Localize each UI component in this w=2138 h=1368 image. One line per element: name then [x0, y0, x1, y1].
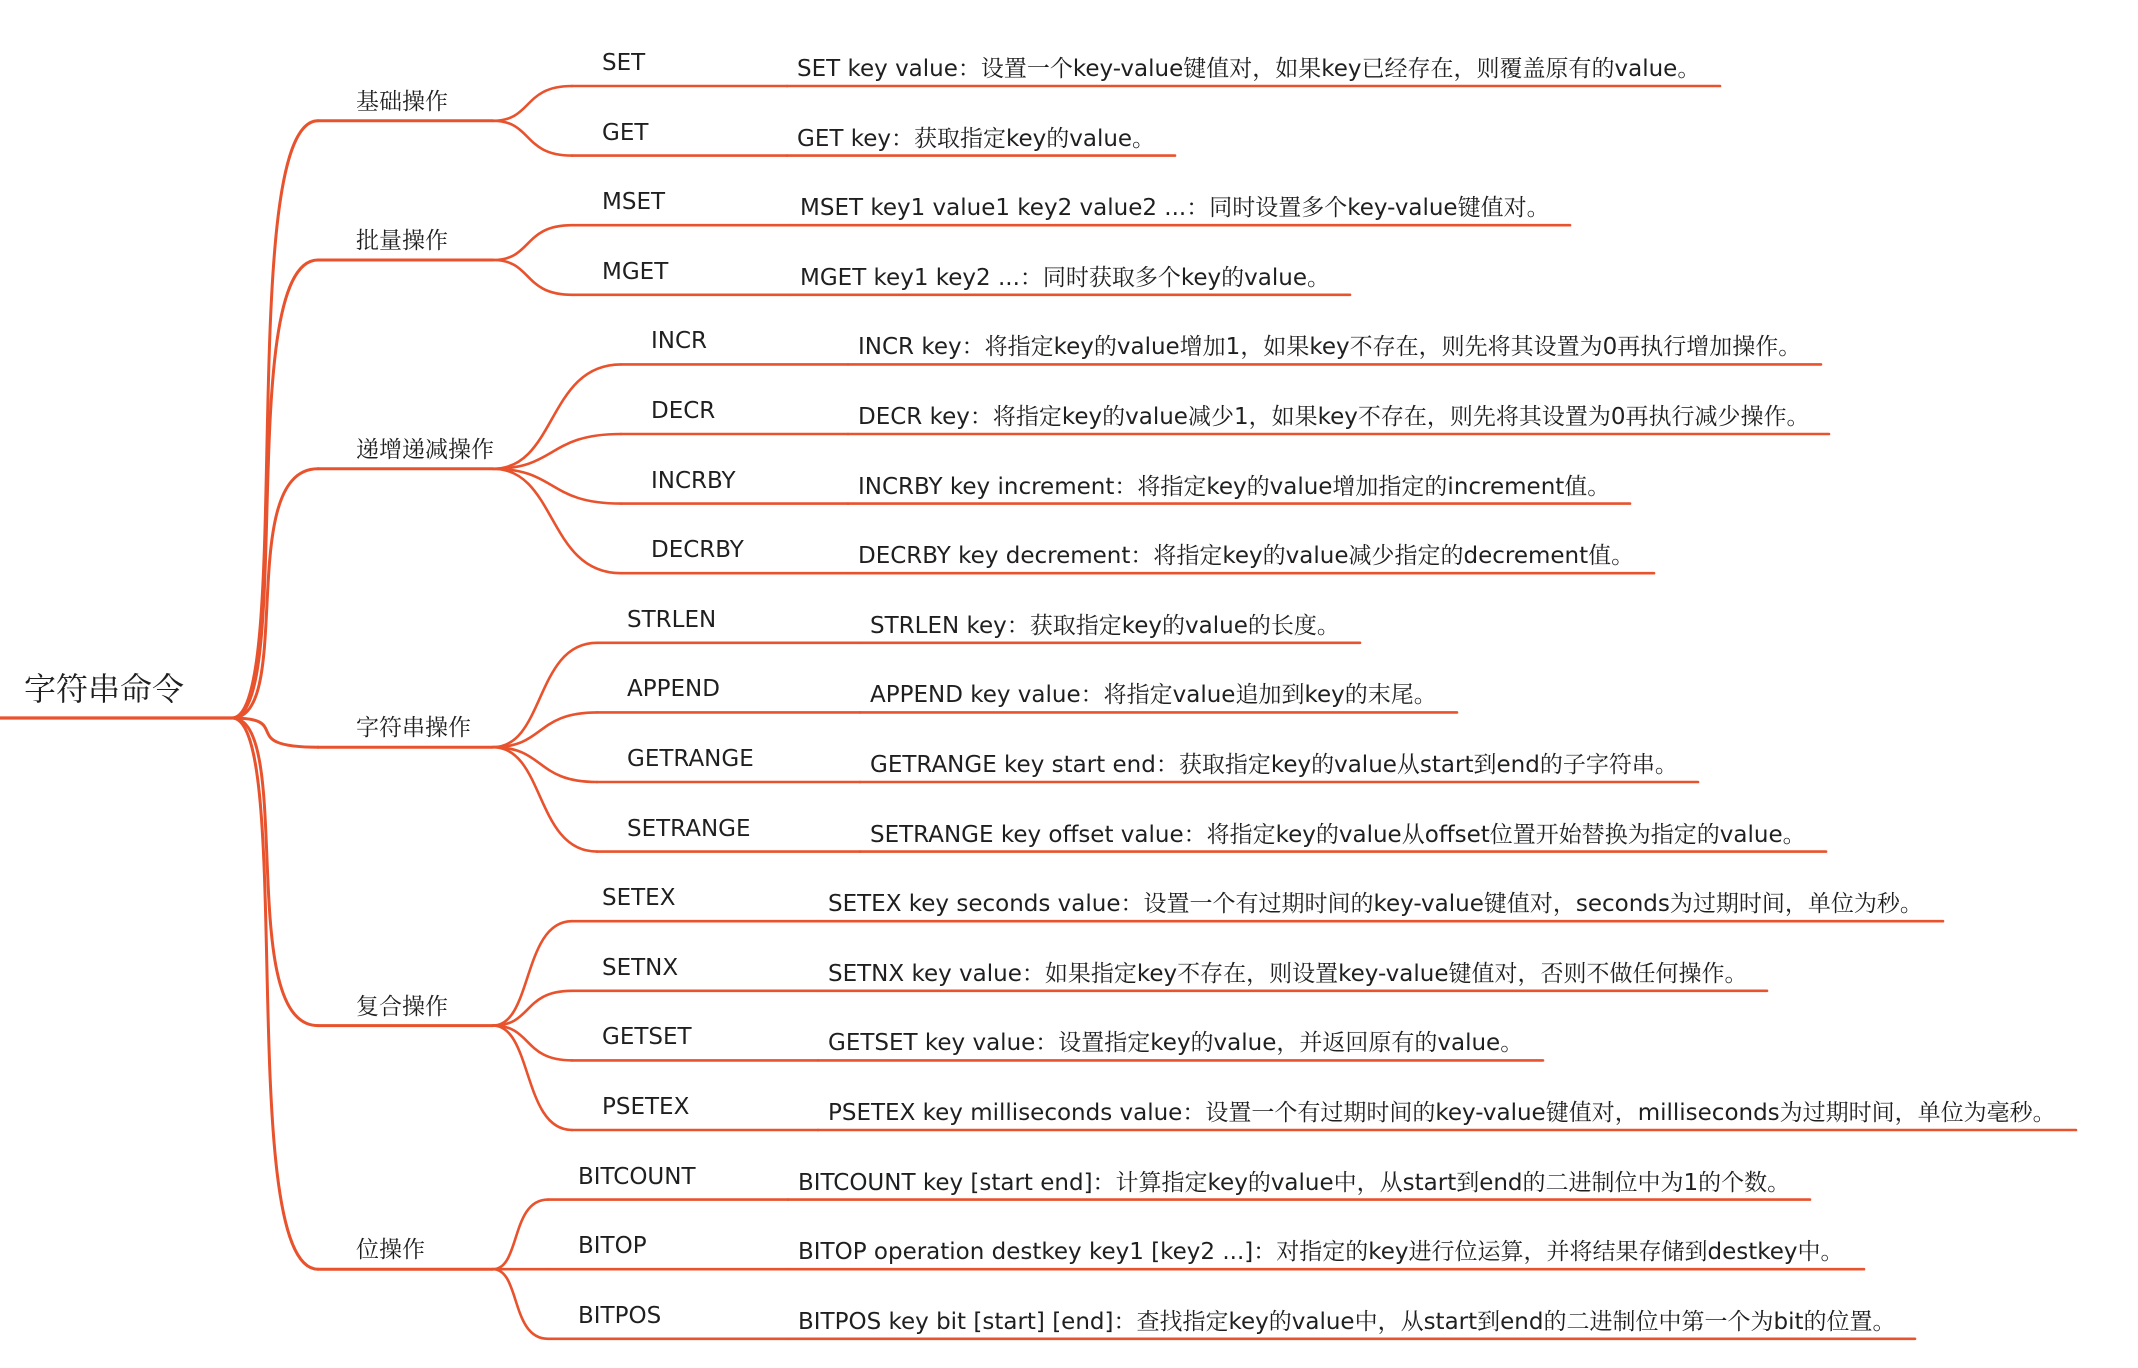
category-node: 位操作 — [356, 1237, 425, 1264]
category-node: 批量操作 — [356, 228, 448, 254]
command-node: SETNX — [602, 954, 679, 981]
category-to-command-link — [493, 225, 572, 260]
category-to-command-link — [493, 921, 572, 1025]
category-to-command-link — [493, 469, 621, 573]
description-node: SETNX key value：如果指定key不存在，则设置key-value键值对，否则不做任何操作。 — [828, 960, 1748, 987]
command-node: GET — [602, 119, 649, 146]
description-node: MGET key1 key2 ...：同时获取多个key的value。 — [800, 264, 1330, 291]
category-to-command-link — [493, 260, 572, 295]
category-node: 递增递减操作 — [356, 436, 494, 463]
command-node: BITOP — [578, 1233, 647, 1260]
command-node: SETEX — [602, 885, 676, 912]
description-node: APPEND key value：将指定value追加到key的末尾。 — [870, 682, 1437, 709]
root-to-category-link — [232, 260, 318, 718]
category-to-command-link — [493, 1200, 548, 1270]
description-node: BITPOS key bit [start] [end]：查找指定key的value中，从start到end的二进制位中第一个为bit的位置。 — [798, 1308, 1896, 1335]
category-to-command-link — [493, 121, 572, 156]
category-node: 基础操作 — [356, 88, 448, 115]
description-node: SETEX key seconds value：设置一个有过期时间的key-value键值对，seconds为过期时间，单位为秒。 — [828, 891, 1923, 918]
command-node: SETRANGE — [627, 815, 751, 842]
description-node: DECRBY key decrement：将指定key的value减少指定的decrement值。 — [858, 543, 1635, 570]
description-node: INCRBY key increment：将指定key的value增加指定的increment值。 — [858, 473, 1611, 500]
root-to-category-link — [232, 469, 318, 718]
description-node: STRLEN key：获取指定key的value的长度。 — [870, 612, 1340, 639]
description-node: GETSET key value：设置指定key的value，并返回原有的value。 — [828, 1030, 1524, 1057]
description-node: BITOP operation destkey key1 [key2 ...]：对指定的key进行位运算，并将结果存储到destkey中。 — [798, 1239, 1844, 1266]
command-node: PSETEX — [602, 1094, 690, 1120]
root-to-category-link — [232, 718, 318, 1026]
command-node: GETSET — [602, 1024, 692, 1051]
category-node: 复合操作 — [356, 993, 448, 1020]
category-to-command-link — [493, 364, 621, 468]
command-node: DECRBY — [651, 537, 744, 564]
category-to-command-link — [493, 86, 572, 121]
command-node: DECR — [651, 398, 716, 424]
command-node: INCR — [651, 328, 708, 355]
command-node: GETRANGE — [627, 746, 754, 772]
command-node: SET — [602, 50, 646, 76]
category-to-command-link — [493, 1026, 572, 1130]
command-node: APPEND — [627, 676, 720, 703]
command-node: MGET — [602, 258, 669, 285]
description-node: DECR key：将指定key的value减少1，如果key不存在，则先将其设置为0再执行减少操作。 — [858, 404, 1810, 430]
command-node: BITPOS — [578, 1302, 662, 1329]
command-node: STRLEN — [627, 606, 717, 633]
description-node: BITCOUNT key [start end]：计算指定key的value中，从start到end的二进制位中为1的个数。 — [798, 1169, 1791, 1196]
category-to-command-link — [493, 1269, 548, 1339]
command-node: BITCOUNT — [578, 1163, 696, 1190]
command-node: INCRBY — [651, 467, 736, 494]
category-node: 字符串操作 — [356, 715, 471, 742]
description-node: SET key value：设置一个key-value键值对，如果key已经存在，则覆盖原有的value。 — [797, 56, 1701, 82]
category-to-command-link — [493, 747, 597, 851]
root-to-category-link — [232, 718, 318, 1269]
description-node: SETRANGE key offset value：将指定key的value从offset位置开始替换为指定的value。 — [870, 821, 1806, 848]
description-node: PSETEX key milliseconds value：设置一个有过期时间的key-value键值对，milliseconds为过期时间，单位为毫秒。 — [828, 1100, 2056, 1126]
category-to-command-link — [493, 643, 597, 747]
description-node: MSET key1 value1 key2 value2 ...：同时设置多个key-value键值对。 — [800, 195, 1550, 222]
description-node: GET key：获取指定key的value。 — [797, 125, 1156, 152]
description-node: GETRANGE key start end：获取指定key的value从start到end的子字符串。 — [870, 752, 1678, 778]
description-node: INCR key：将指定key的value增加1，如果key不存在，则先将其设置为0再执行增加操作。 — [858, 334, 1802, 361]
command-node: MSET — [602, 189, 666, 216]
root-node: 字符串命令 — [24, 670, 185, 708]
root-to-category-link — [232, 121, 318, 718]
